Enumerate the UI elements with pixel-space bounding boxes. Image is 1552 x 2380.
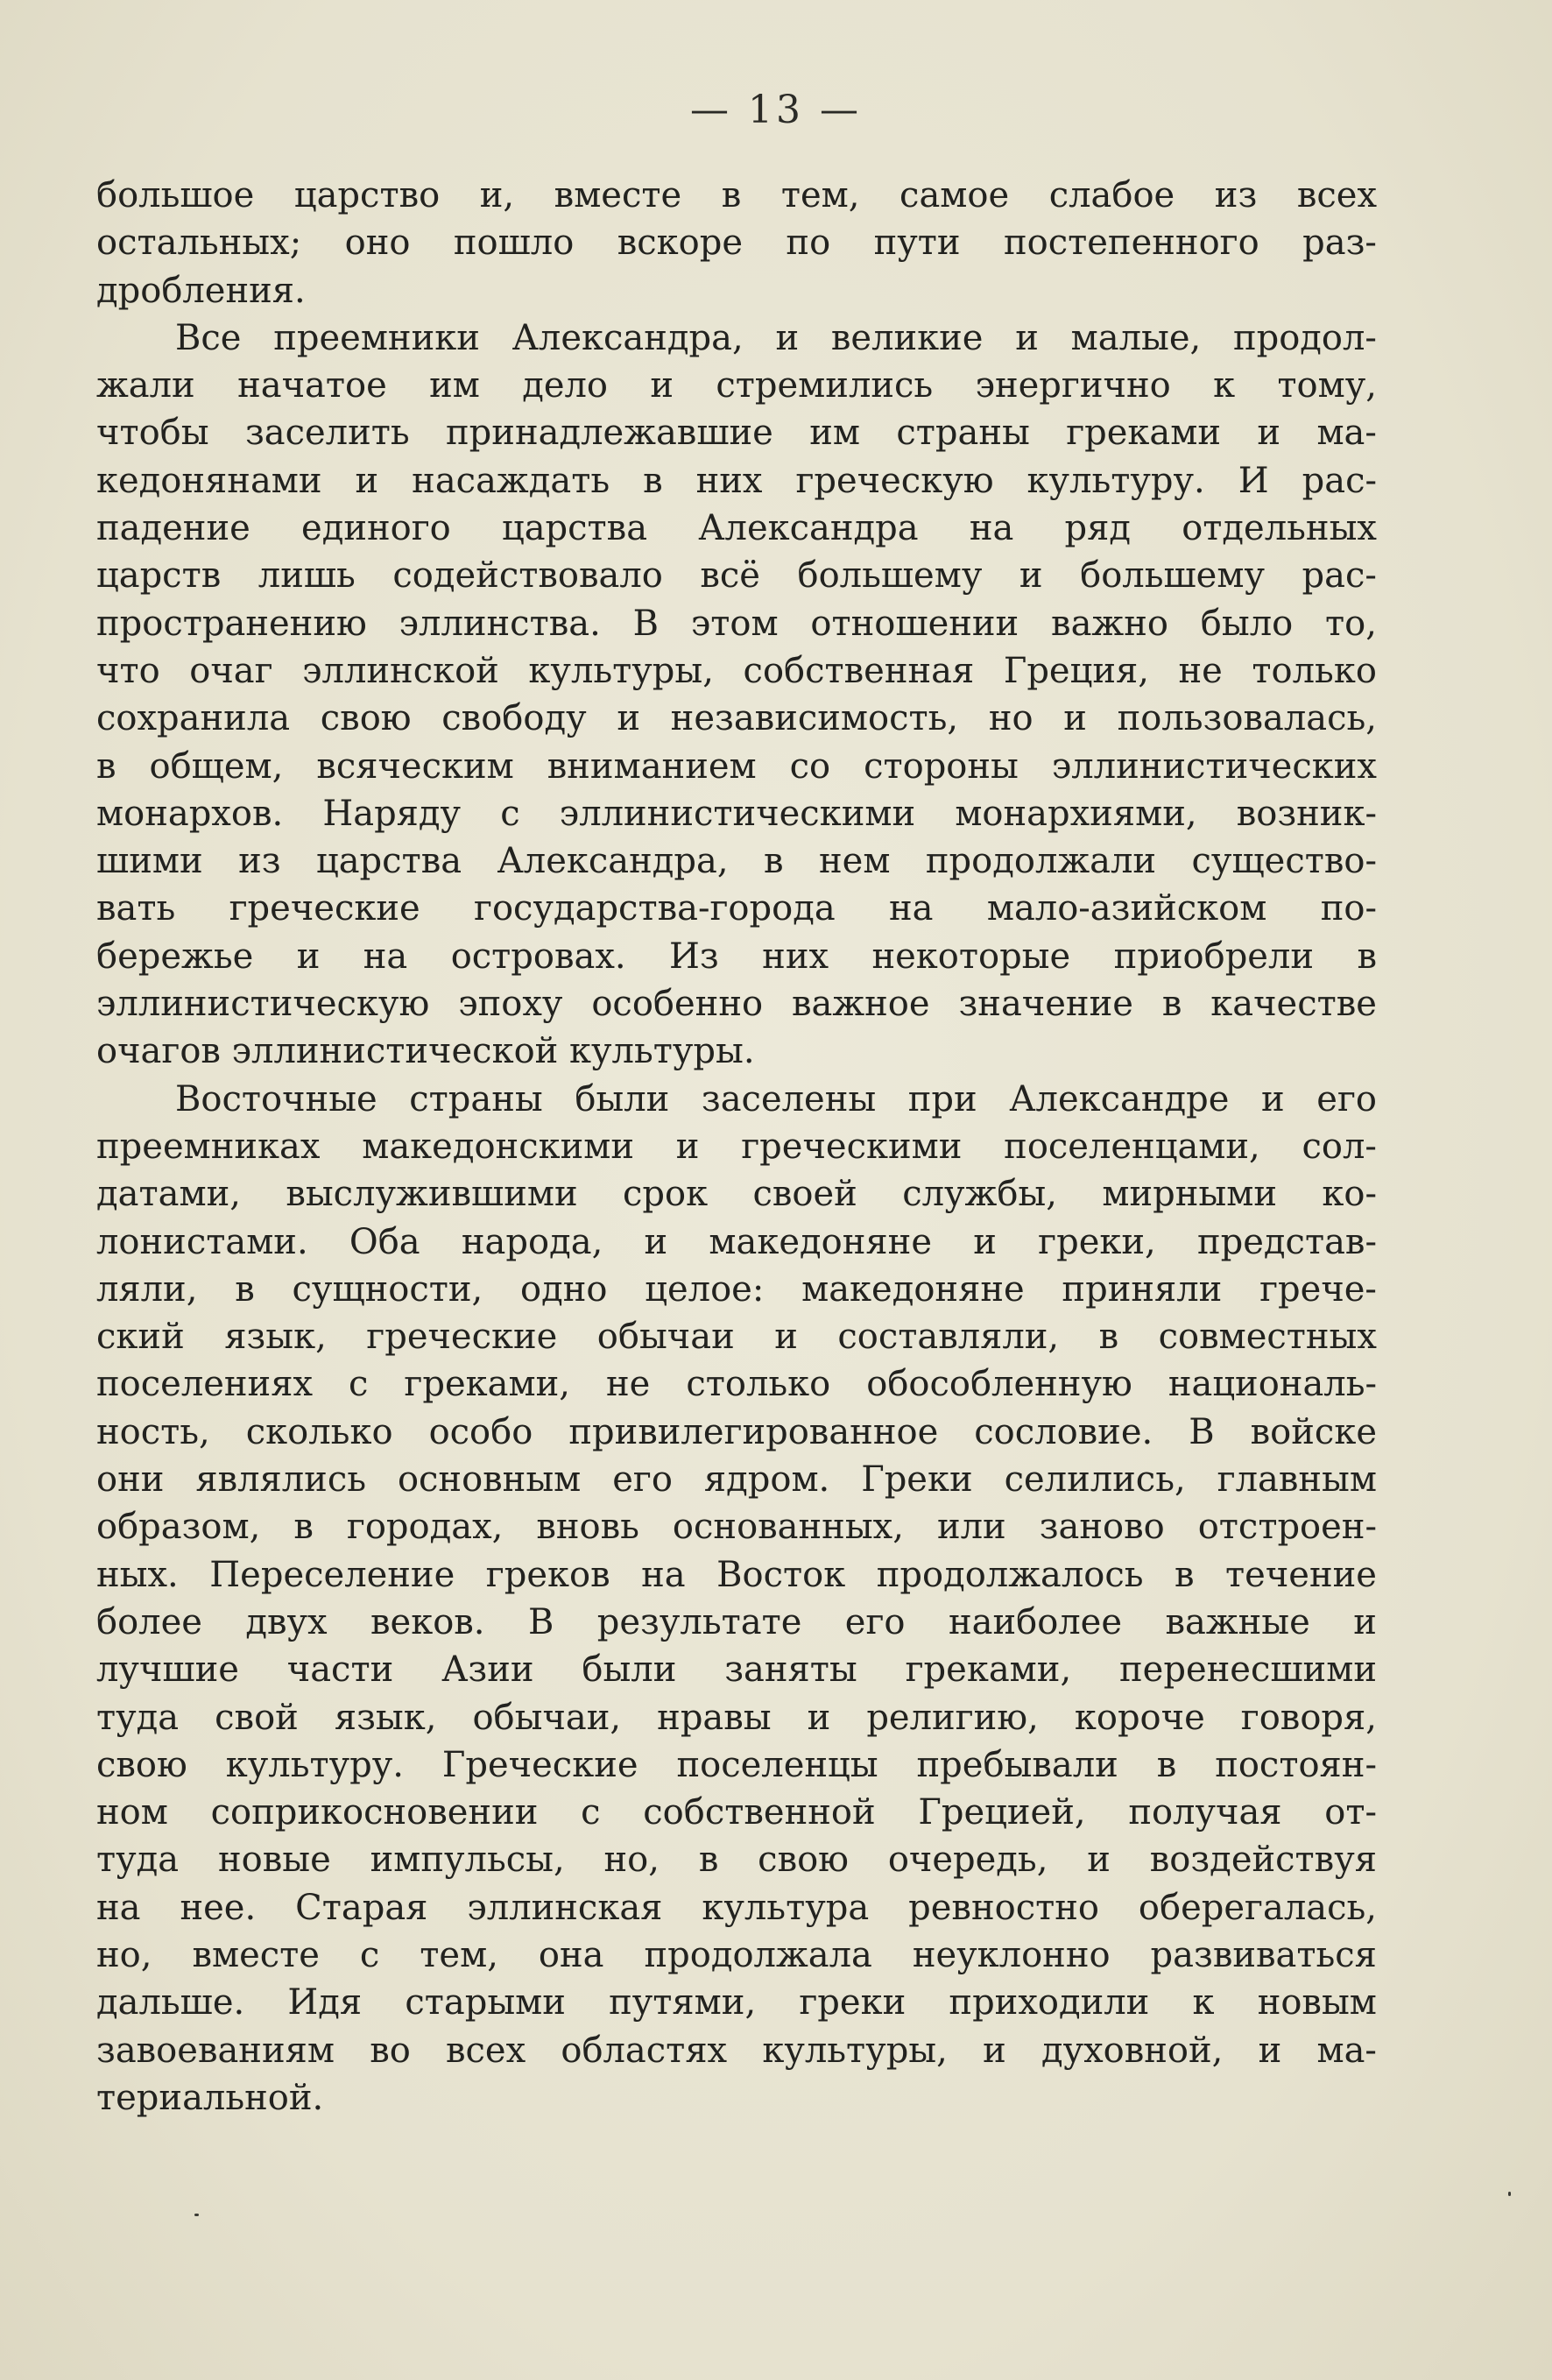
text-line: шими из царства Александра, в нем продолжали существо-: [96, 841, 1377, 882]
text-line: ном соприкосновении с собственной Грецией, получая от-: [96, 1792, 1377, 1833]
text-line: поселениях с греками, не столько обособленную националь-: [96, 1364, 1377, 1405]
text-line: монархов. Наряду с эллинистическими монархиями, возник-: [96, 793, 1377, 834]
text-line: ский язык, греческие обычаи и составляли, в совместных: [96, 1317, 1377, 1358]
paragraph: [96, 1076, 1377, 2122]
paragraph: [96, 314, 1377, 1076]
print-speck: [194, 2214, 199, 2216]
text-line: завоеваниям во всех областях культуры, и духовной, и ма-: [96, 2030, 1377, 2071]
text-line: царств лишь содействовало всё большему и большему рас-: [96, 555, 1377, 597]
text-line: кедонянами и насаждать в них греческую культуру. И рас-: [96, 460, 1377, 501]
text-line: туда новые импульсы, но, в свою очередь, и воздействуя: [96, 1840, 1377, 1881]
text-line: в общем, всяческим вниманием со стороны эллинистических: [96, 745, 1377, 787]
text-line: ляли, в сущности, одно целое: македоняне приняли грече-: [96, 1268, 1377, 1310]
text-line: сохранила свою свободу и независимость, но и пользовалась,: [96, 698, 1377, 739]
text-line: они являлись основным его ядром. Греки селились, главным: [96, 1459, 1377, 1501]
text-line: на нее. Старая эллинская культура ревностно оберегалась,: [96, 1887, 1377, 1928]
text-line: Все преемники Александра, и великие и малые, продол-: [175, 317, 1377, 358]
text-line: ных. Переселение греков на Восток продолжалось в течение: [96, 1554, 1377, 1595]
text-line: Восточные страны были заселены при Александре и его: [175, 1078, 1377, 1119]
page-number: — 13 —: [690, 88, 862, 132]
text-line: лонистами. Оба народа, и македоняне и греки, представ-: [96, 1221, 1377, 1262]
text-line: большое царство и, вместе в тем, самое слабое из всех: [96, 175, 1377, 215]
text-line: туда свой язык, обычаи, нравы и религию, короче говоря,: [96, 1697, 1377, 1738]
text-line: преемниках македонскими и греческими поселенцами, сол-: [96, 1126, 1377, 1167]
text-line: падение единого царства Александра на ряд отдельных: [96, 508, 1377, 549]
text-line: чтобы заселить принадлежавшие им страны греками и ма-: [96, 413, 1377, 454]
text-line: образом, в городах, вновь основанных, или заново отстроен-: [96, 1507, 1377, 1548]
text-line: бережье и на островах. Из них некоторые приобрели в: [96, 936, 1377, 977]
body-text: [96, 172, 1377, 2122]
text-line: эллинистическую эпоху особенно важное значение в качестве: [96, 984, 1377, 1025]
text-line: дробления.: [96, 270, 306, 311]
text-line: но, вместе с тем, она продолжала неуклонно развиваться: [96, 1934, 1377, 1975]
text-line: лучшие части Азии были заняты греками, перенесшими: [96, 1649, 1377, 1691]
text-line: датами, выслужившими срок своей службы, мирными ко-: [96, 1174, 1377, 1215]
text-line: очагов эллинистической культуры.: [96, 1031, 755, 1072]
text-line: жали начатое им дело и стремились энергично к тому,: [96, 365, 1377, 406]
text-line: вать греческие государства-города на мало-азийском по-: [96, 888, 1377, 929]
text-line: териальной.: [96, 2077, 324, 2118]
text-line: что очаг эллинской культуры, собственная Греция, не только: [96, 650, 1377, 691]
text-line: остальных; оно пошло вскоре по пути постепенного раз-: [96, 222, 1377, 264]
text-line: дальше. Идя старыми путями, греки приходили к новым: [96, 1982, 1377, 2023]
text-line: свою культуру. Греческие поселенцы пребывали в постоян-: [96, 1744, 1377, 1785]
paragraph: [96, 172, 1377, 314]
print-speck: [1508, 2192, 1511, 2196]
text-line: более двух веков. В результате его наиболее важные и: [96, 1601, 1377, 1642]
text-line: ность, сколько особо привилегированное сословие. В войске: [96, 1411, 1377, 1452]
text-line: пространению эллинства. В этом отношении важно было то,: [96, 603, 1377, 644]
